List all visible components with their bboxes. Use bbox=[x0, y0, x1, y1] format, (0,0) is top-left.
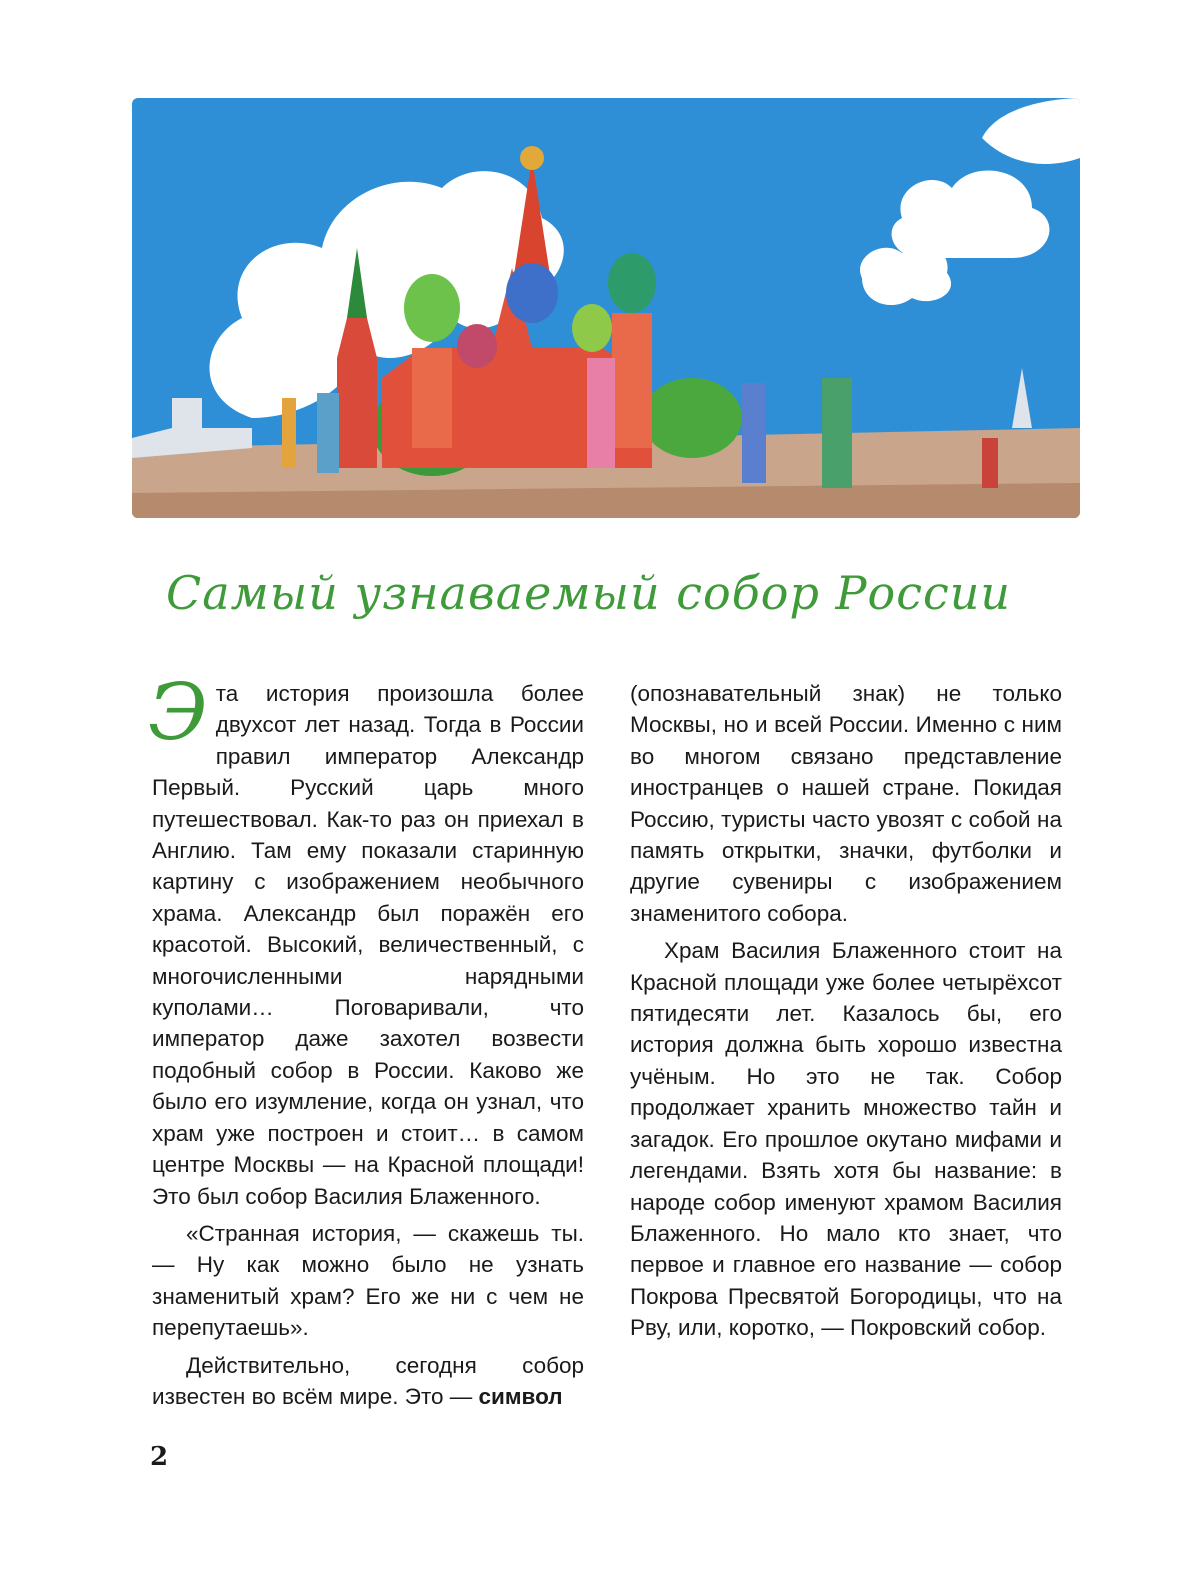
drop-cap: Э bbox=[148, 668, 208, 758]
central-dome bbox=[520, 146, 544, 170]
red-square-drawing bbox=[132, 98, 1080, 518]
left-column bbox=[148, 668, 584, 1418]
cathedral-tier bbox=[412, 348, 452, 448]
tree bbox=[642, 378, 742, 458]
paragraph-text: та история произошла более двухсот лет назад. Тогда в России правил император Александр Первый. Русский царь много путешествовал. Как-то раз он приехал в Англию. Там ему показали старинную картину с изображением необычного храма. Александр был поражён его красотой. Высокий, величественный, с многочисленными нарядными куполами… Поговаривали, что император даже захотел возвести подобный собор в России. Каково же было его изумление, когда он узнал, что храм уже построен и стоит… в самом центре Москвы — на Красной площади! Это был собор Василия Блаженного. bbox=[152, 681, 584, 1209]
paragraph: (опознавательный знак) не только Москвы, но и всей России. Именно с ним во многом связано представление иностранцев о нашей стране. Покидая Россию, туристы часто увозят с собой на память открытки, значки, футболки и другие сувениры с изображением знаменитого собора. bbox=[630, 681, 1062, 926]
dome-purple bbox=[457, 324, 497, 368]
paragraph bbox=[152, 1350, 584, 1413]
dome-teal bbox=[608, 253, 656, 313]
dome-lime bbox=[572, 304, 612, 352]
dome-blue bbox=[506, 263, 558, 323]
mid-cloud bbox=[860, 246, 951, 305]
paragraph: «Странная история, — скажешь ты. — Ну как можно было не узнать знаменитый храм? Его же ни с чем не перепутаешь». bbox=[152, 1220, 584, 1341]
paragraph: Храм Василия Блаженного стоит на Красной площади уже более четырёхсот пятидесяти лет. Казалось бы, его история должна быть хорошо известна учёным. Но это не так. Собор продолжает хранить множество тайн и загадок. Его прошлое окутано мифами и легендами. Взять хотя бы название: в народе собор именуют храмом Василия Блаженного. Но мало кто знает, что первое и главное его название — собор Покрова Пресвятой Богородицы, что на Рву, или, коротко, — Покровский собор. bbox=[630, 938, 1062, 1341]
cathedral-tier bbox=[612, 313, 652, 448]
page-number: 2 bbox=[150, 1442, 169, 1472]
dome-green bbox=[404, 274, 460, 342]
page-title: Самый узнаваемый собор России bbox=[166, 566, 1011, 620]
paragraph-text: Действительно, сегодня собор известен во всём мире. Это — bbox=[152, 1352, 584, 1409]
cathedral-illustration bbox=[132, 98, 1080, 518]
paragraph bbox=[148, 668, 584, 1212]
right-column bbox=[630, 678, 1062, 1350]
emphasized-word: символ bbox=[478, 1383, 563, 1409]
